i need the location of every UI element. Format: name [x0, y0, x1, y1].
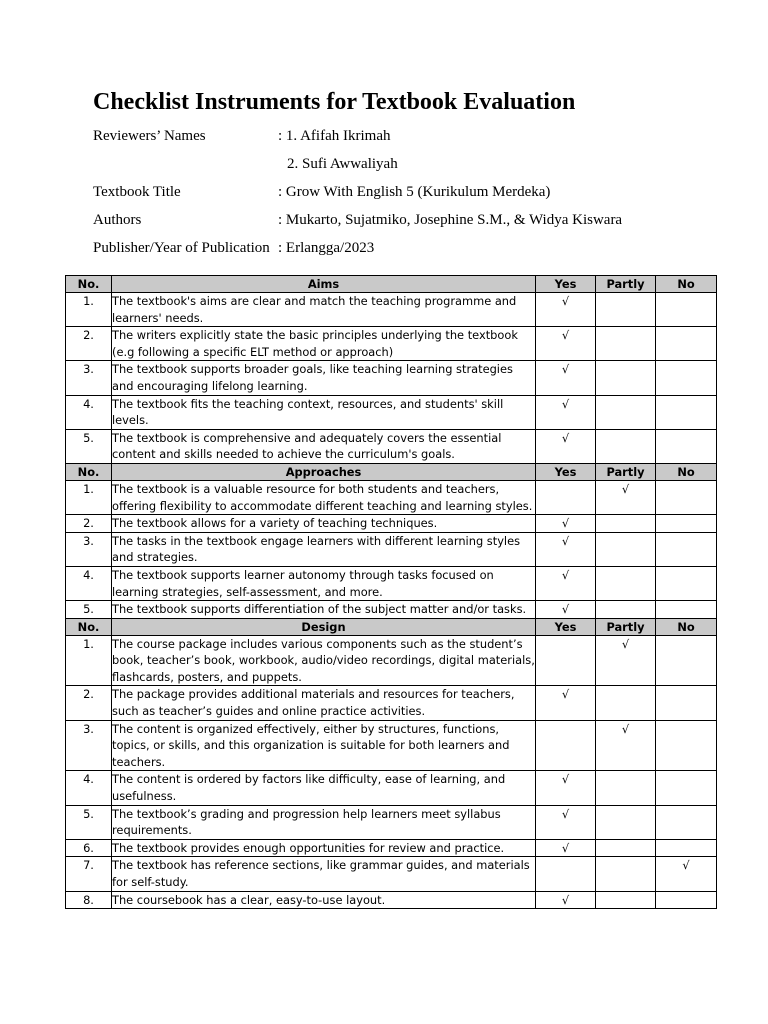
- partly-cell: [596, 805, 656, 839]
- partly-cell: [596, 566, 656, 600]
- partly-cell: [596, 361, 656, 395]
- empty-label: [93, 150, 278, 178]
- table-row: [66, 480, 717, 514]
- authors-row: [93, 206, 622, 234]
- check-mark-icon: √: [561, 840, 570, 855]
- criterion-text: The textbook allows for a variety of teaching techniques.: [112, 515, 536, 533]
- yes-cell: [536, 601, 596, 619]
- no-answer-cell: [656, 395, 717, 429]
- header-no-answer: No: [656, 618, 717, 635]
- criterion-text: The textbook has reference sections, like grammar guides, and materials for self-study.: [112, 857, 536, 891]
- check-mark-icon: √: [561, 772, 570, 787]
- criterion-text: The content is organized effectively, either by structures, functions, topics, or skills, and this organization is suitable for both learners and teachers.: [112, 720, 536, 771]
- partly-cell: [596, 720, 656, 771]
- publisher-label: Publisher/Year of Publication: [93, 240, 270, 256]
- check-mark-icon: √: [561, 294, 570, 308]
- no-answer-cell: [656, 361, 717, 395]
- partly-cell: [596, 771, 656, 805]
- partly-cell: [596, 480, 656, 514]
- item-number: 2.: [66, 686, 112, 720]
- no-answer-cell: [656, 532, 717, 566]
- no-answer-cell: [656, 327, 717, 361]
- table-row: [66, 686, 717, 720]
- item-number: 3.: [66, 720, 112, 771]
- criterion-text: The content is ordered by factors like difficulty, ease of learning, and usefulness.: [112, 771, 536, 805]
- yes-cell: [536, 429, 596, 463]
- no-answer-cell: [656, 480, 717, 514]
- criterion-text: The textbook supports differentiation of the subject matter and/or tasks.: [112, 601, 536, 619]
- check-mark-icon: √: [561, 892, 570, 907]
- authors-label: Authors: [93, 212, 142, 228]
- section-header-row: [66, 463, 717, 480]
- header-no-answer: No: [656, 463, 717, 480]
- header-section-name: Approaches: [112, 463, 536, 480]
- table-row: [66, 327, 717, 361]
- table-row: [66, 293, 717, 327]
- reviewers-label: Reviewers’ Names: [93, 128, 206, 144]
- yes-cell: [536, 891, 596, 909]
- criterion-text: The textbook supports broader goals, like teaching learning strategies and encouraging lifelong learning.: [112, 361, 536, 395]
- yes-cell: [536, 771, 596, 805]
- partly-cell: [596, 857, 656, 891]
- header-partly: Partly: [596, 463, 656, 480]
- reviewer-2-row: [93, 150, 622, 178]
- item-number: 3.: [66, 361, 112, 395]
- no-answer-cell: [656, 805, 717, 839]
- yes-cell: [536, 686, 596, 720]
- item-number: 3.: [66, 532, 112, 566]
- yes-cell: [536, 566, 596, 600]
- criterion-text: The textbook’s grading and progression help learners meet syllabus requirements.: [112, 805, 536, 839]
- partly-cell: [596, 891, 656, 909]
- partly-cell: [596, 532, 656, 566]
- check-mark-icon: √: [561, 567, 570, 582]
- check-mark-icon: √: [561, 430, 570, 445]
- yes-cell: [536, 293, 596, 327]
- authors-value: : Mukarto, Sujatmiko, Josephine S.M., & Widya Kiswara: [278, 212, 623, 228]
- table-row: [66, 361, 717, 395]
- criterion-text: The writers explicitly state the basic principles underlying the textbook (e.g following a specific ELT method or approach): [112, 327, 536, 361]
- metadata-block: [93, 122, 622, 262]
- yes-cell: [536, 720, 596, 771]
- header-no-answer: No: [656, 276, 717, 293]
- partly-cell: [596, 429, 656, 463]
- check-mark-icon: √: [621, 721, 630, 736]
- reviewers-row: [93, 122, 622, 150]
- item-number: 5.: [66, 429, 112, 463]
- yes-cell: [536, 805, 596, 839]
- yes-cell: [536, 395, 596, 429]
- yes-cell: [536, 857, 596, 891]
- criterion-text: The textbook's aims are clear and match the teaching programme and learners' needs.: [112, 293, 536, 327]
- criterion-text: The textbook supports learner autonomy through tasks focused on learning strategies, self-assessment, and more.: [112, 566, 536, 600]
- table-row: [66, 532, 717, 566]
- item-number: 1.: [66, 480, 112, 514]
- no-answer-cell: [656, 686, 717, 720]
- header-yes: Yes: [536, 276, 596, 293]
- no-answer-cell: [656, 515, 717, 533]
- check-mark-icon: √: [561, 328, 570, 343]
- partly-cell: [596, 395, 656, 429]
- no-answer-cell: [656, 857, 717, 891]
- item-number: 4.: [66, 566, 112, 600]
- yes-cell: [536, 839, 596, 857]
- criterion-text: The textbook is comprehensive and adequately covers the essential content and skills needed to achieve the curriculum's goals.: [112, 429, 536, 463]
- check-mark-icon: √: [561, 516, 570, 531]
- table-row: [66, 857, 717, 891]
- item-number: 2.: [66, 327, 112, 361]
- criterion-text: The package provides additional materials and resources for teachers, such as teacher’s guides and online practice activities.: [112, 686, 536, 720]
- table-row: [66, 891, 717, 909]
- header-section-name: Design: [112, 618, 536, 635]
- no-answer-cell: [656, 601, 717, 619]
- partly-cell: [596, 601, 656, 619]
- checklist-body: [66, 276, 717, 909]
- item-number: 1.: [66, 635, 112, 686]
- yes-cell: [536, 532, 596, 566]
- publisher-value: : Erlangga/2023: [278, 240, 375, 256]
- publisher-row: [93, 234, 622, 262]
- header-no: No.: [66, 276, 112, 293]
- check-mark-icon: √: [682, 858, 690, 873]
- item-number: 7.: [66, 857, 112, 891]
- checklist-table: [65, 275, 717, 909]
- criterion-text: The coursebook has a clear, easy-to-use layout.: [112, 891, 536, 909]
- table-row: [66, 566, 717, 600]
- table-row: [66, 395, 717, 429]
- criterion-text: The tasks in the textbook engage learners with different learning styles and strategies.: [112, 532, 536, 566]
- page-title: Checklist Instruments for Textbook Evaluation: [93, 89, 576, 115]
- item-number: 2.: [66, 515, 112, 533]
- item-number: 4.: [66, 395, 112, 429]
- criterion-text: The textbook fits the teaching context, resources, and students' skill levels.: [112, 395, 536, 429]
- no-answer-cell: [656, 839, 717, 857]
- textbook-title-label: Textbook Title: [93, 184, 181, 200]
- table-row: [66, 515, 717, 533]
- yes-cell: [536, 515, 596, 533]
- partly-cell: [596, 327, 656, 361]
- no-answer-cell: [656, 891, 717, 909]
- check-mark-icon: √: [561, 396, 570, 411]
- partly-cell: [596, 839, 656, 857]
- header-yes: Yes: [536, 463, 596, 480]
- no-answer-cell: [656, 566, 717, 600]
- item-number: 5.: [66, 805, 112, 839]
- yes-cell: [536, 480, 596, 514]
- yes-cell: [536, 327, 596, 361]
- item-number: 6.: [66, 839, 112, 857]
- header-partly: Partly: [596, 618, 656, 635]
- textbook-title-value: : Grow With English 5 (Kurikulum Merdeka): [278, 184, 551, 200]
- no-answer-cell: [656, 635, 717, 686]
- criterion-text: The course package includes various components such as the student’s book, teacher’s book, workbook, audio/video recordings, digital materials, flashcards, posters, and puppets.: [112, 635, 536, 686]
- check-mark-icon: √: [561, 687, 570, 702]
- check-mark-icon: √: [561, 533, 570, 548]
- table-row: [66, 601, 717, 619]
- no-answer-cell: [656, 771, 717, 805]
- reviewer-2: 2. Sufi Awwaliyah: [287, 156, 398, 172]
- partly-cell: [596, 635, 656, 686]
- table-row: [66, 805, 717, 839]
- yes-cell: [536, 635, 596, 686]
- no-answer-cell: [656, 293, 717, 327]
- table-row: [66, 635, 717, 686]
- header-partly: Partly: [596, 276, 656, 293]
- yes-cell: [536, 361, 596, 395]
- partly-cell: [596, 293, 656, 327]
- criterion-text: The textbook provides enough opportunities for review and practice.: [112, 839, 536, 857]
- partly-cell: [596, 515, 656, 533]
- header-no: No.: [66, 463, 112, 480]
- table-row: [66, 839, 717, 857]
- item-number: 4.: [66, 771, 112, 805]
- no-answer-cell: [656, 429, 717, 463]
- item-number: 8.: [66, 891, 112, 909]
- check-mark-icon: √: [561, 602, 570, 617]
- section-header-row: [66, 618, 717, 635]
- section-header-row: [66, 276, 717, 293]
- partly-cell: [596, 686, 656, 720]
- header-no: No.: [66, 618, 112, 635]
- reviewer-1: : 1. Afifah Ikrimah: [278, 128, 391, 144]
- table-row: [66, 429, 717, 463]
- header-yes: Yes: [536, 618, 596, 635]
- item-number: 5.: [66, 601, 112, 619]
- criterion-text: The textbook is a valuable resource for both students and teachers, offering flexibility to accommodate different teaching and learning styles.: [112, 480, 536, 514]
- textbook-title-row: [93, 178, 622, 206]
- table-row: [66, 771, 717, 805]
- check-mark-icon: √: [621, 481, 630, 496]
- header-section-name: Aims: [112, 276, 536, 293]
- check-mark-icon: √: [621, 636, 630, 651]
- no-answer-cell: [656, 720, 717, 771]
- check-mark-icon: √: [561, 806, 570, 821]
- check-mark-icon: √: [561, 362, 570, 377]
- item-number: 1.: [66, 293, 112, 327]
- table-row: [66, 720, 717, 771]
